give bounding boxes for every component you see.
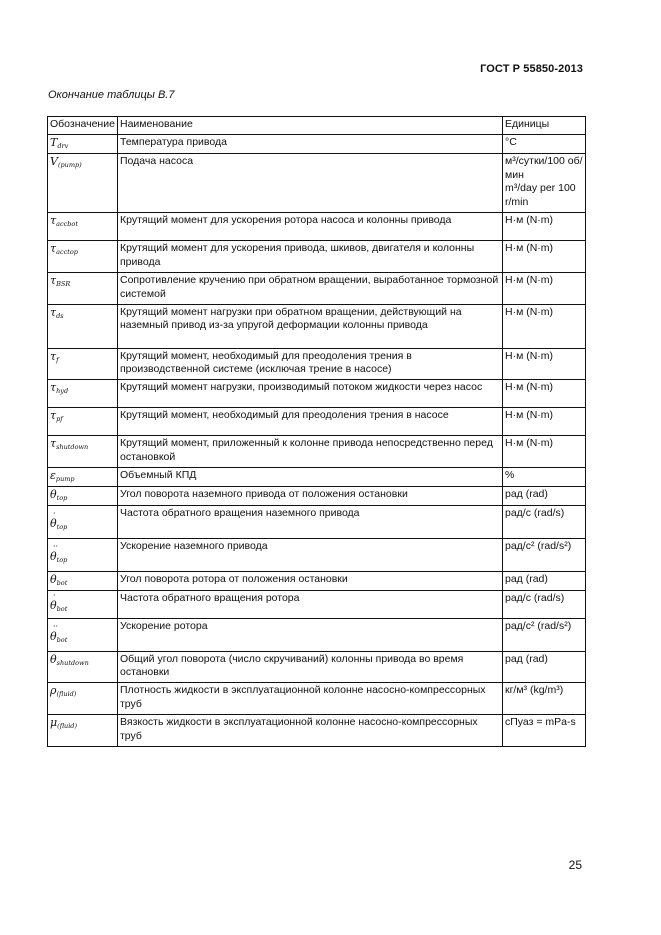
- symbol-base: θ: [50, 487, 57, 501]
- name-cell: Общий угол поворота (число скручиваний) колонны привода во время остановки: [118, 651, 503, 683]
- symbol-subscript: pump: [55, 475, 75, 484]
- table-row: [48, 436, 586, 468]
- symbol-subscript: top: [56, 555, 68, 564]
- symbol-cell: [48, 436, 118, 468]
- symbol-subscript: (pump): [57, 160, 82, 169]
- name-cell: Частота обратного вращения наземного привода: [118, 505, 503, 538]
- name-cell: Угол поворота наземного привода от положения остановки: [118, 486, 503, 505]
- table-row: [48, 272, 586, 304]
- symbol-cell: [48, 715, 118, 747]
- symbol-cell: [48, 304, 118, 348]
- header-symbol: Обозначение: [48, 117, 118, 135]
- symbols-table: [47, 116, 586, 747]
- name-cell: Крутящий момент, необходимый для преодоления трения в насосе: [118, 408, 503, 436]
- table-row: [48, 468, 586, 487]
- table-row: [48, 134, 586, 153]
- table-row: [48, 715, 586, 747]
- table-row: [48, 505, 586, 538]
- header-name: Наименование: [118, 117, 503, 135]
- name-cell: Плотность жидкости в эксплуатационной колонне насосно-компрессорных труб: [118, 683, 503, 715]
- symbol-base: τ: [50, 273, 57, 287]
- table-row: [48, 538, 586, 571]
- symbol-cell: [48, 486, 118, 505]
- symbol-cell: [48, 651, 118, 683]
- units-cell: рад/с² (rad/s²): [503, 618, 586, 651]
- symbol-base: τ: [50, 349, 57, 363]
- units-cell: °C: [503, 134, 586, 153]
- units-cell: рад (rad): [503, 486, 586, 505]
- page-number: 25: [568, 858, 582, 872]
- symbol-base: τ: [50, 305, 57, 319]
- symbol-cell: [48, 272, 118, 304]
- name-cell: Крутящий момент для ускорения привода, шкивов, двигателя и колонны привода: [118, 241, 503, 273]
- symbol-cell: [48, 153, 118, 212]
- units-cell: рад (rad): [503, 571, 586, 590]
- symbol-subscript: hyd: [56, 387, 69, 396]
- units-cell: м³/сутки/100 об/мин m³/day per 100 r/min: [503, 153, 586, 212]
- symbol-subscript: drv: [57, 141, 69, 150]
- symbol-cell: [48, 134, 118, 153]
- symbol-base: τ: [50, 409, 57, 423]
- symbol-subscript: (fluid): [57, 722, 77, 731]
- symbol-base: T: [50, 135, 58, 149]
- name-cell: Крутящий момент, приложенный к колонне привода непосредственно перед остановкой: [118, 436, 503, 468]
- derivative-dots: ··: [53, 541, 59, 551]
- symbol-base: θ: [50, 599, 57, 613]
- symbol-subscript: shutdown: [56, 658, 89, 667]
- derivative-dots: ·: [53, 591, 56, 601]
- units-cell: рад/с (rad/s): [503, 590, 586, 618]
- units-cell: кг/м³ (kg/m³): [503, 683, 586, 715]
- units-cell: Н·м (N·m): [503, 213, 586, 241]
- name-cell: Угол поворота ротора от положения остановки: [118, 571, 503, 590]
- symbol-cell: [48, 213, 118, 241]
- symbol-base: τ: [50, 381, 57, 395]
- symbol-base: τ: [50, 437, 57, 451]
- name-cell: Объемный КПД: [118, 468, 503, 487]
- symbol-cell: [48, 590, 118, 618]
- name-cell: Ускорение ротора: [118, 618, 503, 651]
- symbol-base: V: [50, 154, 58, 168]
- symbol-subscript: bot: [56, 635, 68, 644]
- symbol-subscript: acctop: [56, 248, 78, 257]
- symbol-subscript: f: [56, 355, 59, 364]
- symbol-cell: [48, 683, 118, 715]
- symbol-subscript: accbot: [56, 220, 78, 229]
- table-row: [48, 571, 586, 590]
- symbol-subscript: pf: [56, 415, 63, 424]
- symbol-subscript: bot: [56, 578, 68, 587]
- units-cell: Н·м (N·m): [503, 380, 586, 408]
- symbol-base: τ: [50, 242, 57, 256]
- table-row: [48, 618, 586, 651]
- symbol-subscript: top: [56, 522, 68, 531]
- symbol-base: θ: [50, 629, 57, 643]
- symbol-base: ε: [50, 469, 56, 483]
- symbol-subscript: top: [56, 493, 68, 502]
- name-cell: Крутящий момент для ускорения ротора насоса и колонны привода: [118, 213, 503, 241]
- table-row: [48, 651, 586, 683]
- name-cell: Крутящий момент нагрузки, производимый потоком жидкости через насос: [118, 380, 503, 408]
- name-cell: Подача насоса: [118, 153, 503, 212]
- units-cell: Н·м (N·m): [503, 241, 586, 273]
- symbol-subscript: (fluid): [56, 690, 77, 699]
- table-row: [48, 380, 586, 408]
- units-cell: %: [503, 468, 586, 487]
- symbol-cell: [48, 618, 118, 651]
- symbol-base: μ: [50, 716, 58, 730]
- standard-number: ГОСТ Р 55850-2013: [480, 63, 583, 75]
- name-cell: Крутящий момент, необходимый для преодоления трения в производственной системе (исключая трение в насосе): [118, 348, 503, 380]
- symbol-cell: [48, 538, 118, 571]
- units-cell: рад (rad): [503, 651, 586, 683]
- name-cell: Частота обратного вращения ротора: [118, 590, 503, 618]
- derivative-dots: ·: [53, 508, 56, 518]
- table-row: [48, 153, 586, 212]
- table-row: [48, 486, 586, 505]
- units-cell: рад/с² (rad/s²): [503, 538, 586, 571]
- symbol-cell: [48, 408, 118, 436]
- symbol-cell: [48, 571, 118, 590]
- units-cell: Н·м (N·m): [503, 436, 586, 468]
- table-row: [48, 408, 586, 436]
- symbol-cell: [48, 468, 118, 487]
- table-row: [48, 213, 586, 241]
- table-caption: Окончание таблицы В.7: [48, 89, 175, 101]
- symbol-base: θ: [50, 572, 57, 586]
- units-cell: сПуаз = mPa-s: [503, 715, 586, 747]
- symbol-cell: [48, 505, 118, 538]
- name-cell: Вязкость жидкости в эксплуатационной колонне насосно-компрессорных труб: [118, 715, 503, 747]
- symbol-subscript: bot: [56, 605, 68, 614]
- derivative-dots: ··: [53, 621, 59, 631]
- table-row: [48, 683, 586, 715]
- table-row: [48, 348, 586, 380]
- symbol-subscript: BSR: [56, 279, 71, 288]
- units-cell: Н·м (N·m): [503, 408, 586, 436]
- header-units: Единицы: [503, 117, 586, 135]
- units-cell: Н·м (N·m): [503, 272, 586, 304]
- table-row: [48, 241, 586, 273]
- symbol-subscript: shutdown: [56, 443, 89, 452]
- name-cell: Ускорение наземного привода: [118, 538, 503, 571]
- symbol-cell: [48, 348, 118, 380]
- symbol-base: θ: [50, 652, 57, 666]
- symbol-base: θ: [50, 549, 57, 563]
- table-row: [48, 590, 586, 618]
- name-cell: Температура привода: [118, 134, 503, 153]
- name-cell: Крутящий момент нагрузки при обратном вращении, действующий на наземный привод из-за упругой деформации колонны привода: [118, 304, 503, 348]
- units-cell: Н·м (N·m): [503, 304, 586, 348]
- symbol-base: ρ: [50, 684, 57, 698]
- table-header-row: [48, 117, 586, 135]
- table-row: [48, 304, 586, 348]
- symbol-base: θ: [50, 516, 57, 530]
- symbol-base: τ: [50, 214, 57, 228]
- symbol-subscript: ds: [56, 311, 64, 320]
- symbol-cell: [48, 380, 118, 408]
- units-cell: Н·м (N·m): [503, 348, 586, 380]
- symbol-cell: [48, 241, 118, 273]
- name-cell: Сопротивление кручению при обратном вращении, выработанное тормозной системой: [118, 272, 503, 304]
- units-cell: рад/с (rad/s): [503, 505, 586, 538]
